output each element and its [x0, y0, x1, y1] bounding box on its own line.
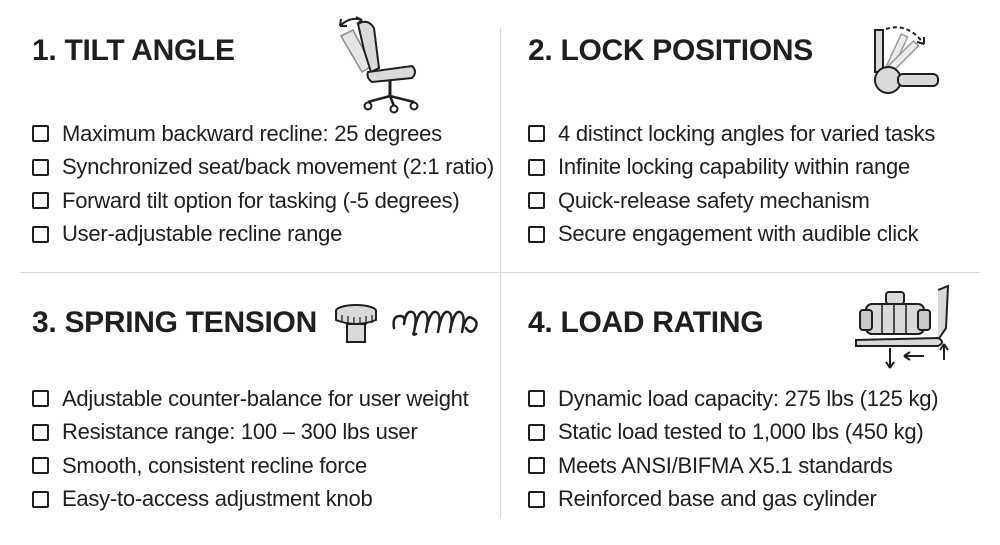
chair-mechanism-load-icon — [852, 282, 954, 378]
item-label: Quick-release safety mechanism — [558, 187, 870, 213]
checkbox[interactable] — [528, 159, 545, 176]
item-label: Static load tested to 1,000 lbs (450 kg) — [558, 419, 924, 445]
list-item — [32, 483, 469, 517]
feature-list — [32, 117, 494, 251]
list-item — [528, 382, 938, 416]
item-label: Reinforced base and gas cylinder — [558, 486, 877, 512]
item-label: Easy-to-access adjustment knob — [62, 486, 373, 512]
list-item — [528, 483, 938, 517]
list-item — [528, 151, 935, 185]
list-item — [32, 117, 494, 151]
tension-knob-icon — [334, 302, 384, 346]
checkbox[interactable] — [528, 424, 545, 441]
checkbox[interactable] — [528, 226, 545, 243]
checkbox[interactable] — [32, 159, 49, 176]
section-title: 4. LOAD RATING — [528, 306, 764, 339]
checkbox[interactable] — [528, 491, 545, 508]
checkbox[interactable] — [32, 125, 49, 142]
checkbox[interactable] — [32, 424, 49, 441]
list-item — [528, 218, 935, 252]
feature-list — [528, 117, 935, 251]
list-item — [32, 184, 494, 218]
lock-angle-lever-icon — [864, 24, 950, 98]
checkbox[interactable] — [528, 125, 545, 142]
list-item — [32, 151, 494, 185]
item-label: User-adjustable recline range — [62, 221, 343, 247]
checkbox[interactable] — [32, 390, 49, 407]
checkbox[interactable] — [32, 491, 49, 508]
list-item — [32, 416, 469, 450]
feature-list — [528, 382, 938, 516]
item-label: Synchronized seat/back movement (2:1 ratio) — [62, 154, 494, 180]
list-item — [32, 218, 494, 252]
item-label: Dynamic load capacity: 275 lbs (125 kg) — [558, 385, 939, 411]
item-label: Maximum backward recline: 25 degrees — [62, 120, 442, 146]
horizontal-divider — [20, 272, 980, 273]
checkbox[interactable] — [32, 457, 49, 474]
item-label: Resistance range: 100 – 300 lbs user — [62, 419, 418, 445]
list-item — [528, 184, 935, 218]
spring-icon — [390, 306, 482, 338]
item-label: 4 distinct locking angles for varied tasks — [558, 120, 936, 146]
checkbox[interactable] — [528, 390, 545, 407]
section-title: 1. TILT ANGLE — [32, 34, 235, 67]
item-label: Secure engagement with audible click — [558, 221, 919, 247]
vertical-divider — [500, 28, 501, 518]
item-label: Meets ANSI/BIFMA X5.1 standards — [558, 452, 893, 478]
feature-list — [32, 382, 469, 516]
list-item — [528, 117, 935, 151]
list-item — [32, 449, 469, 483]
checkbox[interactable] — [32, 226, 49, 243]
section-title: 3. SPRING TENSION — [32, 306, 317, 339]
reclining-chair-icon — [332, 14, 442, 114]
list-item — [528, 416, 938, 450]
checkbox[interactable] — [528, 192, 545, 209]
list-item — [32, 382, 469, 416]
section-title: 2. LOCK POSITIONS — [528, 34, 813, 67]
list-item — [528, 449, 938, 483]
item-label: Infinite locking capability within range — [558, 154, 910, 180]
item-label: Forward tilt option for tasking (-5 degrees) — [62, 187, 460, 213]
item-label: Smooth, consistent recline force — [62, 452, 368, 478]
checkbox[interactable] — [32, 192, 49, 209]
item-label: Adjustable counter-balance for user weight — [62, 385, 469, 411]
checkbox[interactable] — [528, 457, 545, 474]
